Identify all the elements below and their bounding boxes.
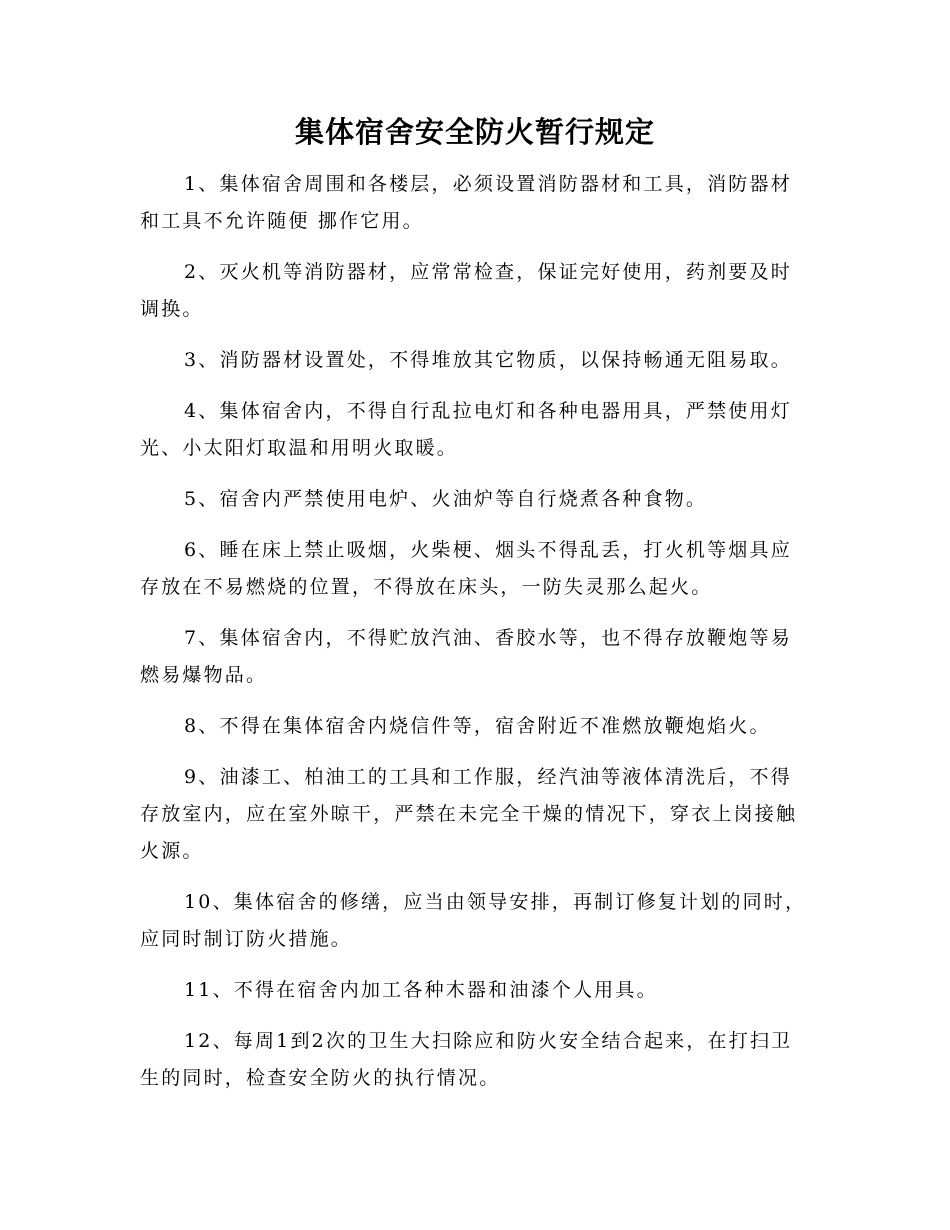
paragraph-3: 3、消防器材设置处，不得堆放其它物质，以保持畅通无阻易取。 xyxy=(184,349,792,371)
paragraph-12: 12、每周1到2次的卫生大扫除应和防火安全结合起来，在打扫卫生的同时，检查安全防火的执行情况。 xyxy=(140,1030,793,1089)
paragraph-10: 10、集体宿舍的修缮，应当由领导安排，再制订修复计划的同时，应同时制订防火措施。 xyxy=(140,891,807,950)
document-title: 集体宿舍安全防火暂行规定 xyxy=(294,115,655,149)
paragraph-8: 8、不得在集体宿舍内烧信件等，宿舍附近不准燃放鞭炮焰火。 xyxy=(184,715,771,737)
paragraph-6: 6、睡在床上禁止吸烟，火柴梗、烟头不得乱丢，打火机等烟具应存放在不易燃烧的位置，不得放在床头，一防失灵那么起火。 xyxy=(140,539,792,598)
paragraph-2: 2、灭火机等消防器材，应常常检查，保证完好使用，药剂要及时调换。 xyxy=(140,261,792,320)
paragraph-7: 7、集体宿舍内，不得贮放汽油、香胶水等，也不得存放鞭炮等易燃易爆物品。 xyxy=(140,627,792,686)
paragraph-4: 4、集体宿舍内，不得自行乱拉电灯和各种电器用具，严禁使用灯光、小太阳灯取温和用明火取暖。 xyxy=(140,400,792,459)
paragraph-5: 5、宿舍内严禁使用电炉、火油炉等自行烧煮各种食物。 xyxy=(184,488,708,510)
paragraph-1: 1、集体宿舍周围和各楼层，必须设置消防器材和工具，消防器材和工具不允许随便 挪作它用。 xyxy=(140,173,792,232)
paragraph-11: 11、不得在宿舍内加工各种木器和油漆个人用具。 xyxy=(184,979,658,1001)
paragraph-9: 9、油漆工、柏油工的工具和工作服，经汽油等液体清洗后，不得存放室内，应在室外晾干，严禁在未完全干燥的情况下，穿衣上岗接触火源。 xyxy=(140,766,798,862)
document-body xyxy=(140,166,812,1111)
